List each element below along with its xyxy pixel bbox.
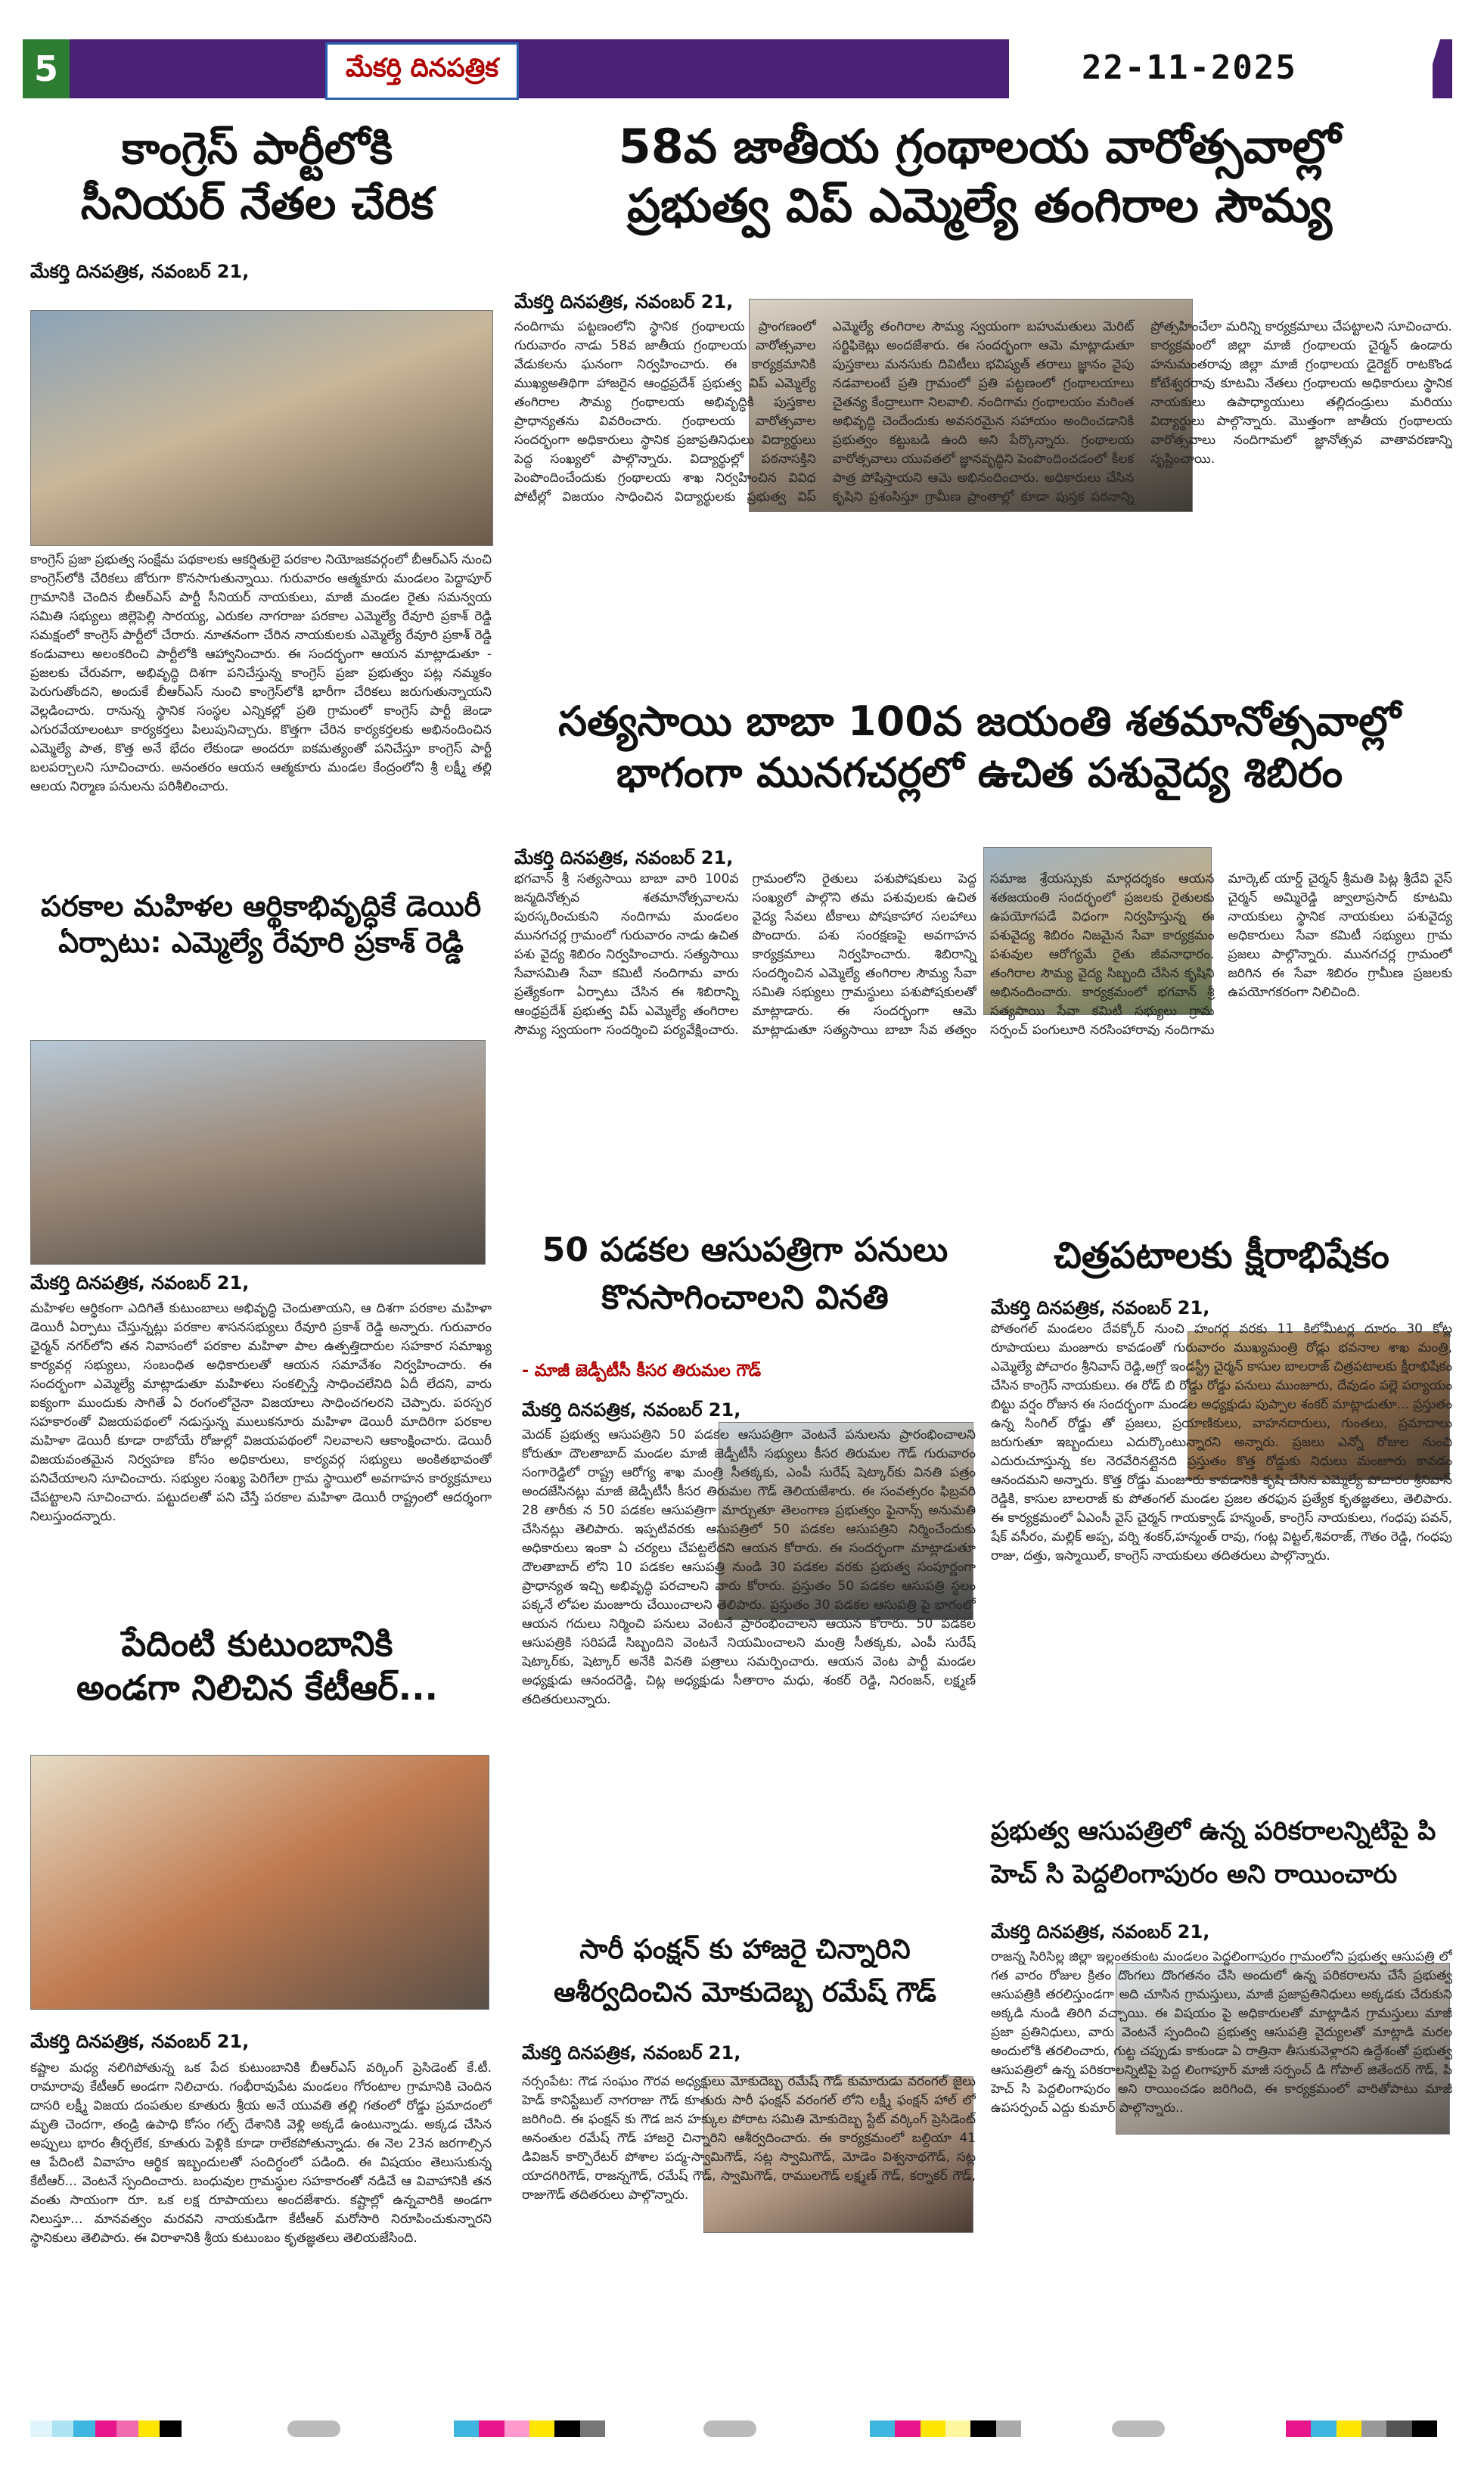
registration-pill-3 xyxy=(1112,2420,1165,2437)
article-1-photo xyxy=(30,310,493,546)
registration-pill-2 xyxy=(703,2420,756,2437)
color-registration-strip-2 xyxy=(454,2420,605,2437)
article-6-byline: - మాజీ జెడ్పీటీసీ కీసర తిరుమల గౌడ్ xyxy=(522,1362,762,1380)
article-7-dateline: మేకర్తి దినపత్రిక, నవంబర్ 21, xyxy=(522,2042,741,2063)
article-2-headline: పరకాల మహిళల ఆర్థికాభివృద్ధికే డెయిరీ ఏర్పాటు: ఎమ్మెల్యే రేవూరి ప్రకాశ్ రెడ్డి xyxy=(40,890,482,959)
article-8-headline: చిత్రపటాలకు క్షీరాభిషేకం xyxy=(1054,1234,1389,1277)
article-3-photo xyxy=(30,1755,489,2010)
header-bar xyxy=(70,39,1009,98)
article-6-headline: 50 పడకల ఆసుపత్రిగా పనులు కొనసాగించాలని వినతి xyxy=(542,1231,948,1317)
article-9-headline: ప్రభుత్వ ఆసుపత్రిలో ఉన్న పరికరాలన్నిటిపై పి హెచ్ సి పెద్దలింగాపురం అని రాయించారు xyxy=(991,1816,1436,1889)
article-4-headline: 58వ జాతీయ గ్రంథాలయ వారోత్సవాల్లో ప్రభుత్వ విప్ ఎమ్మెల్యే తంగిరాల సౌమ్య xyxy=(618,119,1341,233)
article-4-dateline: మేకర్తి దినపత్రిక, నవంబర్ 21, xyxy=(514,291,734,312)
article-1-headline: కాంగ్రెస్ పార్టీలోకి సీనియర్ నేతల చేరిక xyxy=(80,123,434,229)
masthead-logo: మేకర్తి దినపత్రిక xyxy=(325,42,519,100)
article-7-body: నర్సంపేట: గౌడ సంఘం గౌరవ అధ్యక్షులు మోకుదెబ్బ రమేష్ గౌడ్ కుమారుడు వరంగల్ జైలు హెడ్ కానిస్టేబుల్ నాగరాజు గౌడ్ కూతురు సారీ ఫంక్షన్ వరంగల్ లోని లక్ష్మీ ఫంక్షన్ హాల్ లో జరిగింది. ఈ ఫంక్షన్ కు గౌడ జన హక్కుల పోరాట సమితి మోకుదెబ్బ స్టేట్ వర్కింగ్ ప్రెసిడెంట్ అనంతుల రమేష్ గౌడ్ హాజరై చిన్నారిని ఆశీర్వదించారు. ఈ కార్యక్రమంలో బల్దియా 41 డివిజన్ కార్పొరేటర్ పోశాల పద్మ-స్వామిగౌడ్, సట్ల స్వామిగౌడ్, మోడెం విశ్వనాథగౌడ్, సట్ల యాదగిరిగౌడ్, రాజన్నగౌడ్, రమేష్ గౌడ్, స్వామిగౌడ్, రాములగౌడ్ లక్ష్మణ్ గౌడ్, కర్నాకర్ గౌడ్, రాజుగౌడ్ తదితరులు పాల్గొన్నారు. xyxy=(522,2074,976,2203)
article-1-body: కాంగ్రెస్ ప్రజా ప్రభుత్వ సంక్షేమ పథకాలకు ఆకర్షితులై పరకాల నియోజకవర్గంలో బీఆర్ఎస్ నుంచి కాంగ్రెస్‌లోకి చేరికలు జోరుగా కొనసాగుతున్నాయి. గురువారం ఆత్మకూరు మండలం పెద్దాపూర్ గ్రామానికి చెందిన బీఆర్ఎస్ పార్టీ సీనియర్ నాయకులు, మాజీ మండల రైతు సమన్వయ సమితి సభ్యులు జిల్లెపెల్లి సారయ్య, ఎరుకల నాగరాజు పరకాల ఎమ్మెల్యే రేవూరి ప్రకాశ్ రెడ్డి సమక్షంలో కాంగ్రెస్ పార్టీలో చేరారు. నూతనంగా చేరిన నాయకులకు ఎమ్మెల్యే రేవూరి ప్రకాశ్ రెడ్డి కండువాలు అలంకరించి పార్టీలోకి ఆహ్వానించారు. ఈ సందర్భంగా ఆయన మాట్లాడుతూ - ప్రజలకు చేరువగా, అభివృద్ధి దిశగా పనిచేస్తున్న కాంగ్రెస్ ప్రజా ప్రభుత్వం పట్ల నమ్మకం పెరుగుతోందని, అందుకే బీఆర్ఎస్ నుంచి కాంగ్రెస్‌లోకి భారీగా చేరికలు జరుగుతున్నాయని వెల్లడించారు. రానున్న స్థానిక సంస్థల ఎన్నికల్లో ప్రతి గ్రామంలో కాంగ్రెస్ పార్టీ జెండా ఎగురవేయాలంటూ కార్యకర్తలు పిలుపునిచ్చారు. కొత్తగా చేరిన కార్యకర్తలకు అభినందించిన ఎమ్మెల్యే పాత, కొత్త అనే భేదం లేకుండా అందరూ ఐకమత్యంతో పనిచేస్తూ కాంగ్రెస్ పార్టీ బలపర్చాలని సూచించారు. అనంతరం ఆయన ఆత్మకూరు మండల కేంద్రంలోని శ్రీ లక్ష్మీ తల్లి ఆలయ నిర్మాణ పనులను పరిశీలించారు. xyxy=(30,552,492,794)
article-5-dateline: మేకర్తి దినపత్రిక, నవంబర్ 21, xyxy=(514,847,734,868)
article-6-dateline: మేకర్తి దినపత్రిక, నవంబర్ 21, xyxy=(522,1399,741,1421)
article-3-headline: పేదింటి కుటుంబానికి అండగా నిలిచిన కేటీఆర్... xyxy=(76,1623,439,1708)
color-registration-strip-1 xyxy=(30,2420,182,2437)
article-2-body: మహిళల ఆర్థికంగా ఎదిగితే కుటుంబాలు అభివృద్ధి చెందుతాయని, ఆ దిశగా పరకాల మహిళా డెయిరీ ఏర్పాటు చేస్తున్నట్లు పరకాల శాసనసభ్యులు రేవూరి ప్రకాశ్ రెడ్డి అన్నారు. గురువారం ఛైర్మన్ నగర్‌లోని తన నివాసంలో పరకాల మహిళా పాల ఉత్పత్తిదారుల సహకార సమాఖ్య కార్యవర్గ సభ్యులు, సంబంధిత అధికారులతో ఆయన సమావేశం నిర్వహించారు. ఈ సందర్భంగా ఎమ్మెల్యే మాట్లాడుతూ మహిళలు సంకల్పిస్తే సాధించలేనిది ఏదీ లేదని, వారు ఐక్యంగా ముందుకు సాగితే ఏ రంగంలోనైనా విజయాలు సాధించగలరని చెప్పారు. పరస్పర సహకారంతో విజయపథంలో నడుస్తున్న ములుకనూరు మహిళా డెయిరీ మాదిరిగా పరకాల మహిళా డెయిరీ కూడా రాబోయే రోజుల్లో విజయపథంలో నిలవాలని ఆకాంక్షించారు. డెయిరీ విజయవంతమైన నిర్వహణ కోసం అధికారులు, కార్యవర్గ సభ్యులు అంకితభావంతో పనిచేయాలని సూచించారు. సభ్యుల సంఖ్య పెరిగేలా గ్రామ స్థాయిలో అవగాహన కార్యక్రమాలు చేపట్టాలని సూచించారు. పట్టుదలతో పని చేస్తే పరకాల మహిళా డెయిరీ రాష్ట్రంలో ఆదర్శంగా నిలుస్తుందన్నారు. xyxy=(30,1301,492,1524)
article-4-body: నందిగామ పట్టణంలోని స్థానిక గ్రంథాలయ ప్రాంగణంలో గురువారం నాడు 58వ జాతీయ గ్రంథాలయ వారోత్సవాల వేడుకలను ఘనంగా నిర్వహించారు. ఈ కార్యక్రమానికి ముఖ్యఅతిథిగా హాజరైన ఆంధ్రప్రదేశ్ ప్రభుత్వ విప్ ఎమ్మెల్యే తంగిరాల సౌమ్య గ్రంథాలయ అభివృద్ధికి పుస్తకాల ప్రాధాన్యతను వివరించారు. గ్రంథాలయ వారోత్సవాల సందర్భంగా అధికారులు స్థానిక ప్రజాప్రతినిధులు విద్యార్థులు పెద్ద సంఖ్యలో పాల్గొన్నారు. విద్యార్థుల్లో పఠనాసక్తిని పెంపొందించేందుకు గ్రంథాలయ శాఖ నిర్వహించిన వివిధ పోటీల్లో విజయం సాధించిన విద్యార్థులకు ప్రభుత్వ విప్ ఎమ్మెల్యే తంగిరాల సౌమ్య స్వయంగా బహుమతులు మెరిట్ సర్టిఫికెట్లు అందజేశారు. ఈ సందర్భంగా ఆమె మాట్లాడుతూ పుస్తకాలు మనసుకు దివిటీలు భవిష్యత్ తరాలు జ్ఞానం వైపు నడవాలంటే ప్రతి గ్రామంలో ప్రతి పట్టణంలో గ్రంథాలయాలు చైతన్య కేంద్రాలుగా నిలవాలి. నందిగామ గ్రంథాలయం మరింత అభివృద్ధి చెందేందుకు అవసరమైన సహాయం అందించడానికి ప్రభుత్వం కట్టుబడి ఉంది అని పేర్కొన్నారు. గ్రంథాలయ వారోత్సవాలు యువతలో జ్ఞానవృద్ధిని పెంపొందించడంలో కీలక పాత్ర పోషిస్తాయని ఆమె అభినందించారు. అధికారులు చేసిన కృషిని ప్రశంసిస్తూ గ్రామీణ ప్రాంతాల్లో కూడా పుస్తక పఠనాన్ని ప్రోత్సహించేలా మరిన్ని కార్యక్రమాలు చేపట్టాలని సూచించారు. కార్యక్రమంలో జిల్లా మాజీ గ్రంథాలయ చైర్మన్ ఉండారు హనుమంతరావు జిల్లా మాజీ గ్రంథాలయ డైరెక్టర్ రాటకొండ కోటేశ్వరరావు కూటమి నేతలు గ్రంథాలయ అధికారులు స్థానిక నాయకులు ఉపాధ్యాయులు తల్లిదండ్రులు మరియు విద్యార్థులు పాల్గొన్నారు. మొత్తంగా జాతీయ గ్రంథాలయ వారోత్సవాలు నందిగామలో జ్ఞానోత్సవ వాతావరణాన్ని సృష్టించాయి. xyxy=(514,319,1452,505)
article-2-photo xyxy=(30,1040,486,1265)
article-2-dateline: మేకర్తి దినపత్రిక, నవంబర్ 21, xyxy=(30,1272,250,1293)
color-registration-strip-3 xyxy=(870,2420,1021,2437)
article-6-body: మెదక్ ప్రభుత్వ ఆసుపత్రిని 50 పడకల ఆసుపత్రిగా వెంటనే పనులను ప్రారంభించాలని కోరుతూ దౌలతాబాద్ మండల మాజీ జెడ్పీటీసీ సభ్యులు కీసర తిరుమల గౌడ్ గురువారం సంగారెడ్డిలో రాష్ట్ర ఆరోగ్య శాఖ మంత్రి సీతక్కకు, ఎంపీ సురేష్ షెట్కార్‌కు వినతి పత్రం అందజేసినట్లు మాజీ జెడ్పీటీసీ కీసర తిరుమల గౌడ్ తెలియజేశారు. ఈ సంవత్సరం ఫిబ్రవరి 28 తారీకు న 50 పడకల ఆసుపత్రిగా మార్చుతూ తెలంగాణ ప్రభుత్వం ఫైనాన్స్ అనుమతి చేసినట్లు తెలిపారు. ఇప్పటివరకు ఆసుపత్రిలో 50 పడకల ఆసుపత్రిని నిర్మించేందుకు అధికారులు ఇంకా ఏ చర్యలు చేపట్టలేదని ఆయన కోరారు. ఈ సందర్భంగా మాట్లాడుతూ దౌలతాబాద్ లోని 10 పడకల ఆసుపత్రి నుండి 30 పడకల వరకు ప్రభుత్వ సంపూర్ణంగా ప్రాధాన్యత ఇచ్చి అభివృద్ధి పరచాలని వారు కోరారు. ప్రస్తుతం 50 పడకల ఆసుపత్రి స్థలం పక్కనే లోపల మంజూరు చేయించాలని తెలిపారు. ప్రస్తుతం 30 పడకల ఆసుపత్రి పై భాగంలో ఆయన గదులు నిర్మించి పనులు వెంటనే ప్రారంభించాలని ఆయన కోరారు. 50 పడకల ఆసుపత్రికి సరిపడే సిబ్బందిని వెంటనే నియమించాలని మంత్రి సీతక్కకు, ఎంపీ సురేష్ షెట్కార్‌కు, షెట్కార్ అనేకి వినతి పత్రాలు సమర్పించారు. ఆయన వెంట పార్టీ మండల అధ్యక్షుడు ఆనందరెడ్డి, చిట్ల అధ్యక్షుడు సీతారాం మధు, శంకర్ రెడ్డి, నిరంజన్, లక్ష్మణ్ తదితరులున్నారు. xyxy=(522,1427,976,1707)
issue-date: 22-11-2025 xyxy=(1082,48,1297,87)
article-5-body: భగవాన్ శ్రీ సత్యసాయి బాబా వారి 100వ జన్మదినోత్సవ శతమానోత్సవాలను పురస్కరించుకుని నందిగామ మండలం మునగచర్ల గ్రామంలో గురువారం నాడు ఉచిత పశు వైద్య శిబిరం నిర్వహించారు. సత్యసాయి సేవాసమితి సేవా కమిటీ నందిగామ వారు ప్రత్యేకంగా ఏర్పాటు చేసిన ఈ శిబిరాన్ని ఆంధ్రప్రదేశ్ ప్రభుత్వ విప్ ఎమ్మెల్యే తంగిరాల సౌమ్య స్వయంగా సందర్శించి పర్యవేక్షించారు. గ్రామంలోని రైతులు పశుపోషకులు పెద్ద సంఖ్యలో పాల్గొని తమ పశువులకు ఉచిత వైద్య సేవలు టీకాలు పోషకాహార సలహాలు పొందారు. పశు సంరక్షణపై అవగాహన కార్యక్రమాలు నిర్వహించారు. శిబిరాన్ని సందర్శించిన ఎమ్మెల్యే తంగిరాల సౌమ్య సేవా సమితి సభ్యులు గ్రామస్థులు పశుపోషకులతో మాట్లాడారు. ఈ సందర్భంగా ఆమె మాట్లాడుతూ సత్యసాయి బాబా సేవ తత్వం సమాజ శ్రేయస్సుకు మార్గదర్శకం ఆయన శతజయంతి సందర్భంలో ప్రజలకు రైతులకు ఉపయోగపడే విధంగా నిర్వహిస్తున్న ఈ పశువైద్య శిబిరం నిజమైన సేవా కార్యక్రమం పశువుల ఆరోగ్యమే రైతు జీవనాధారం. తంగిరాల సౌమ్య వైద్య సిబ్బంది చేసిన కృషిని అభినందించారు. కార్యక్రమంలో భగవాన్ శ్రీ సత్యసాయి సేవా కమిటీ సభ్యులు గ్రామ సర్పంచ్ పంగులూరి నరసింహారావు నందిగామ మార్కెట్ యార్డ్ చైర్మన్ శ్రీమతి పిట్ల శ్రీదేవి వైస్ చైర్మన్ అమ్మిరెడ్డి జ్వాలాప్రసాద్ కూటమి నాయకులు స్థానిక నాయకులు పశువైద్య అధికారులు సేవా కమిటీ సభ్యులు గ్రామ ప్రజలు పాల్గొన్నారు. మునగచర్ల గ్రామంలో జరిగిన ఈ సేవా శిబిరం గ్రామీణ ప్రజలకు ఉపయోగకరంగా నిలిచింది. xyxy=(514,871,1452,1038)
article-3-body: కష్టాల మధ్య నలిగిపోతున్న ఒక పేద కుటుంబానికి బీఆర్ఎస్ వర్కింగ్ ప్రెసిడెంట్ కే.టీ. రామారావు కేటీఆర్ అండగా నిలిచారు. గంభీరావుపేట మండలం గోరంటాల గ్రామానికి చెందిన దాసరి లక్ష్మీ విజయ దంపతుల కూతురు శ్రీయ అనే యువతి తల్లి గతంలో రోడ్డు ప్రమాదంలో మృతి చెందగా, తండ్రి ఉపాధి కోసం గల్ఫ్ దేశానికి వెళ్లి అక్కడే ఉంటున్నాడు. అక్కడ చేసిన అప్పులు భారం తీర్చలేక, కూతురు పెళ్లికి కూడా రాలేకపోతున్నాడు. ఈ నెల 23న జరగాల్సిన ఆ పేదింటి వివాహం ఆర్థిక ఇబ్బందులతో సందిగ్ధంలో పడింది. ఈ విషయం తెలుసుకున్న కేటీఆర్... వెంటనే స్పందించారు. బంధువుల గ్రామస్థుల సహకారంతో నడిచే ఆ వివాహానికి తన వంతు సాయంగా రూ. ఒక లక్ష రూపాయలు అందజేశారు. కష్టాల్లో ఉన్నవారికి అండగా నిలుస్తూ... మానవత్వం మరవని నాయకుడిగా కేటీఆర్ మరోసారి నిరూపించుకున్నారని స్థానికులు తెలిపారు. ఈ విరాళానికి శ్రీయ కుటుంబం కృతజ్ఞతలు తెలియజేసింది. xyxy=(30,2060,492,2246)
registration-pill-1 xyxy=(287,2420,340,2437)
article-3-dateline: మేకర్తి దినపత్రిక, నవంబర్ 21, xyxy=(30,2031,250,2052)
article-9-body: రాజన్న సిరిసిల్ల జిల్లా ఇల్లంతకుంట మండలం పెద్దలింగాపురం గ్రామంలోని ప్రభుత్వ ఆసుపత్రి లో గత వారం రోజుల క్రితం దొంగలు దొంగతనం చేసి అందులో ఉన్న పరికరాలను చేసే ప్రభుత్వ ఆసుపత్రికి తరలిస్తుండగా అది చూసిన గ్రామస్తులు, మాజీ ప్రజాప్రతినిధులు అక్కడకు చేరుకుని అక్కడి నుండి తిరిగి వచ్చాయి. ఈ విషయం పై అధికారులతో మాట్లాడిన గ్రామస్తులు మాజీ ప్రజా ప్రతినిధులు, వారు వెంటనే స్పందించి ప్రభుత్వ ఆసుపత్రి వైద్యులతో మాట్లాడి మరల అందులోకి తరలించారు, గుట్ట చప్పుడు కాకుండా ఏ రాత్రినా తీసుకువెళ్లారని ఉద్దేశంతో ప్రభుత్వ ఆసుపత్రిలో ఉన్న పరికరాలన్నిటిపై పెద్ద లింగాపూర్ మాజీ సర్పంచ్ డి గోపాల్ జితేందర్ గౌడ్, పి హెచ్ సి పెద్దలింగాపురం అని రాయించడం జరిగింది, ఈ కార్యక్రమంలో వారితోపాటు మాజీ ఉపసర్పంచ్ ఎద్దు కుమార్ పాల్గొన్నారు.. xyxy=(991,1949,1452,2116)
article-8-dateline: మేకర్తి దినపత్రిక, నవంబర్ 21, xyxy=(991,1297,1210,1318)
article-9-dateline: మేకర్తి దినపత్రిక, నవంబర్ 21, xyxy=(991,1921,1210,1942)
page-number: 5 xyxy=(23,39,70,98)
color-registration-strip-4 xyxy=(1286,2420,1437,2437)
article-5-headline: సత్యసాయి బాబా 100వ జయంతి శతమానోత్సవాల్లో భాగంగా మునగచర్లలో ఉచిత పశువైద్య శిబిరం xyxy=(558,697,1401,796)
article-8-body: పోతంగల్ మండలం దేవక్కోర్ నుంచి హంగర్గ వరకు 11 కిలోమీటర్ల దూరం 30 కోట్ల రూపాయలు మంజూరు కావడంతో గురువారం ముఖ్యమంత్రి రోడ్లు భవనాల శాఖ మంత్రి, ఎమ్మెల్యే పోచారం శ్రీనివాస్ రెడ్డి,అగ్రో ఇండస్ట్రీ చైర్మన్ కాసుల బాలరాజ్ చిత్రపటాలకు క్షీరాభిషేకం చేసిన కాంగ్రెస్ నాయకులు. ఈ రోడ్ బి రోడ్డు రోడ్డు పనులు ముంజూరు, దేవుడం పల్లె పర్యాయం బిట్టు వర్షం రోజున ఈ సందర్భంగా మండల అధ్యక్షుడు పుప్పాల శంకర్ మాట్లాడుతూ... ప్రస్తుతం ఉన్న సింగిల్ రోడ్డు తో ప్రజలు, ప్రయాణికులు, వాహనదారులు, గుంతలు, ప్రమాదాలు జరుగుతూ ఇబ్బందులు ఎదుర్కొంటున్నారని అన్నారు. ప్రజలు ఎన్నో రోజుల నుంచి ఎదురుచూస్తున్న కల నెరవేరినట్లైనది ప్రస్తుతం కొత్త రోడ్డుకు నిధులు మంజూరు కావడం ఆనందమని అన్నారు. కొత్త రోడ్డు మంజూరు కావడానికి కృషి చేసిన ఎమ్మెల్యే పోచారం శ్రీనివాస్ రెడ్డికి, కాసుల బాలరాజ్ కు పోతంగల్ మండల ప్రజల తరఫున ప్రత్యేక కృతజ్ఞతలు, తెలిపారు. ఈ కార్యక్రమంలో ఏఎంసీ వైస్ చైర్మన్ గాయక్వాడ్ హన్మంత్, కాంగ్రెస్ నాయకులు, గంధపు పవన్, షేక్ వసీరం, మల్లిక్ అప్ప, వర్ని శంకర్,హన్మంత్ రావు, గంట్ల విట్టల్,శివరాజ్, గౌతం రెడ్డి, గంధపు రాజు, దత్తు, ఇస్మాయిల్, కాంగ్రెస్ నాయకులు తదితరులు పాల్గొన్నారు. xyxy=(991,1321,1452,1563)
article-7-headline: సారీ ఫంక్షన్ కు హాజరై చిన్నారిని ఆశీర్వదించిన మోకుదెబ్బ రమేష్ గౌడ్ xyxy=(554,1934,936,2008)
article-1-dateline: మేకర్తి దినపత్రిక, నవంబర్ 21, xyxy=(30,261,250,282)
